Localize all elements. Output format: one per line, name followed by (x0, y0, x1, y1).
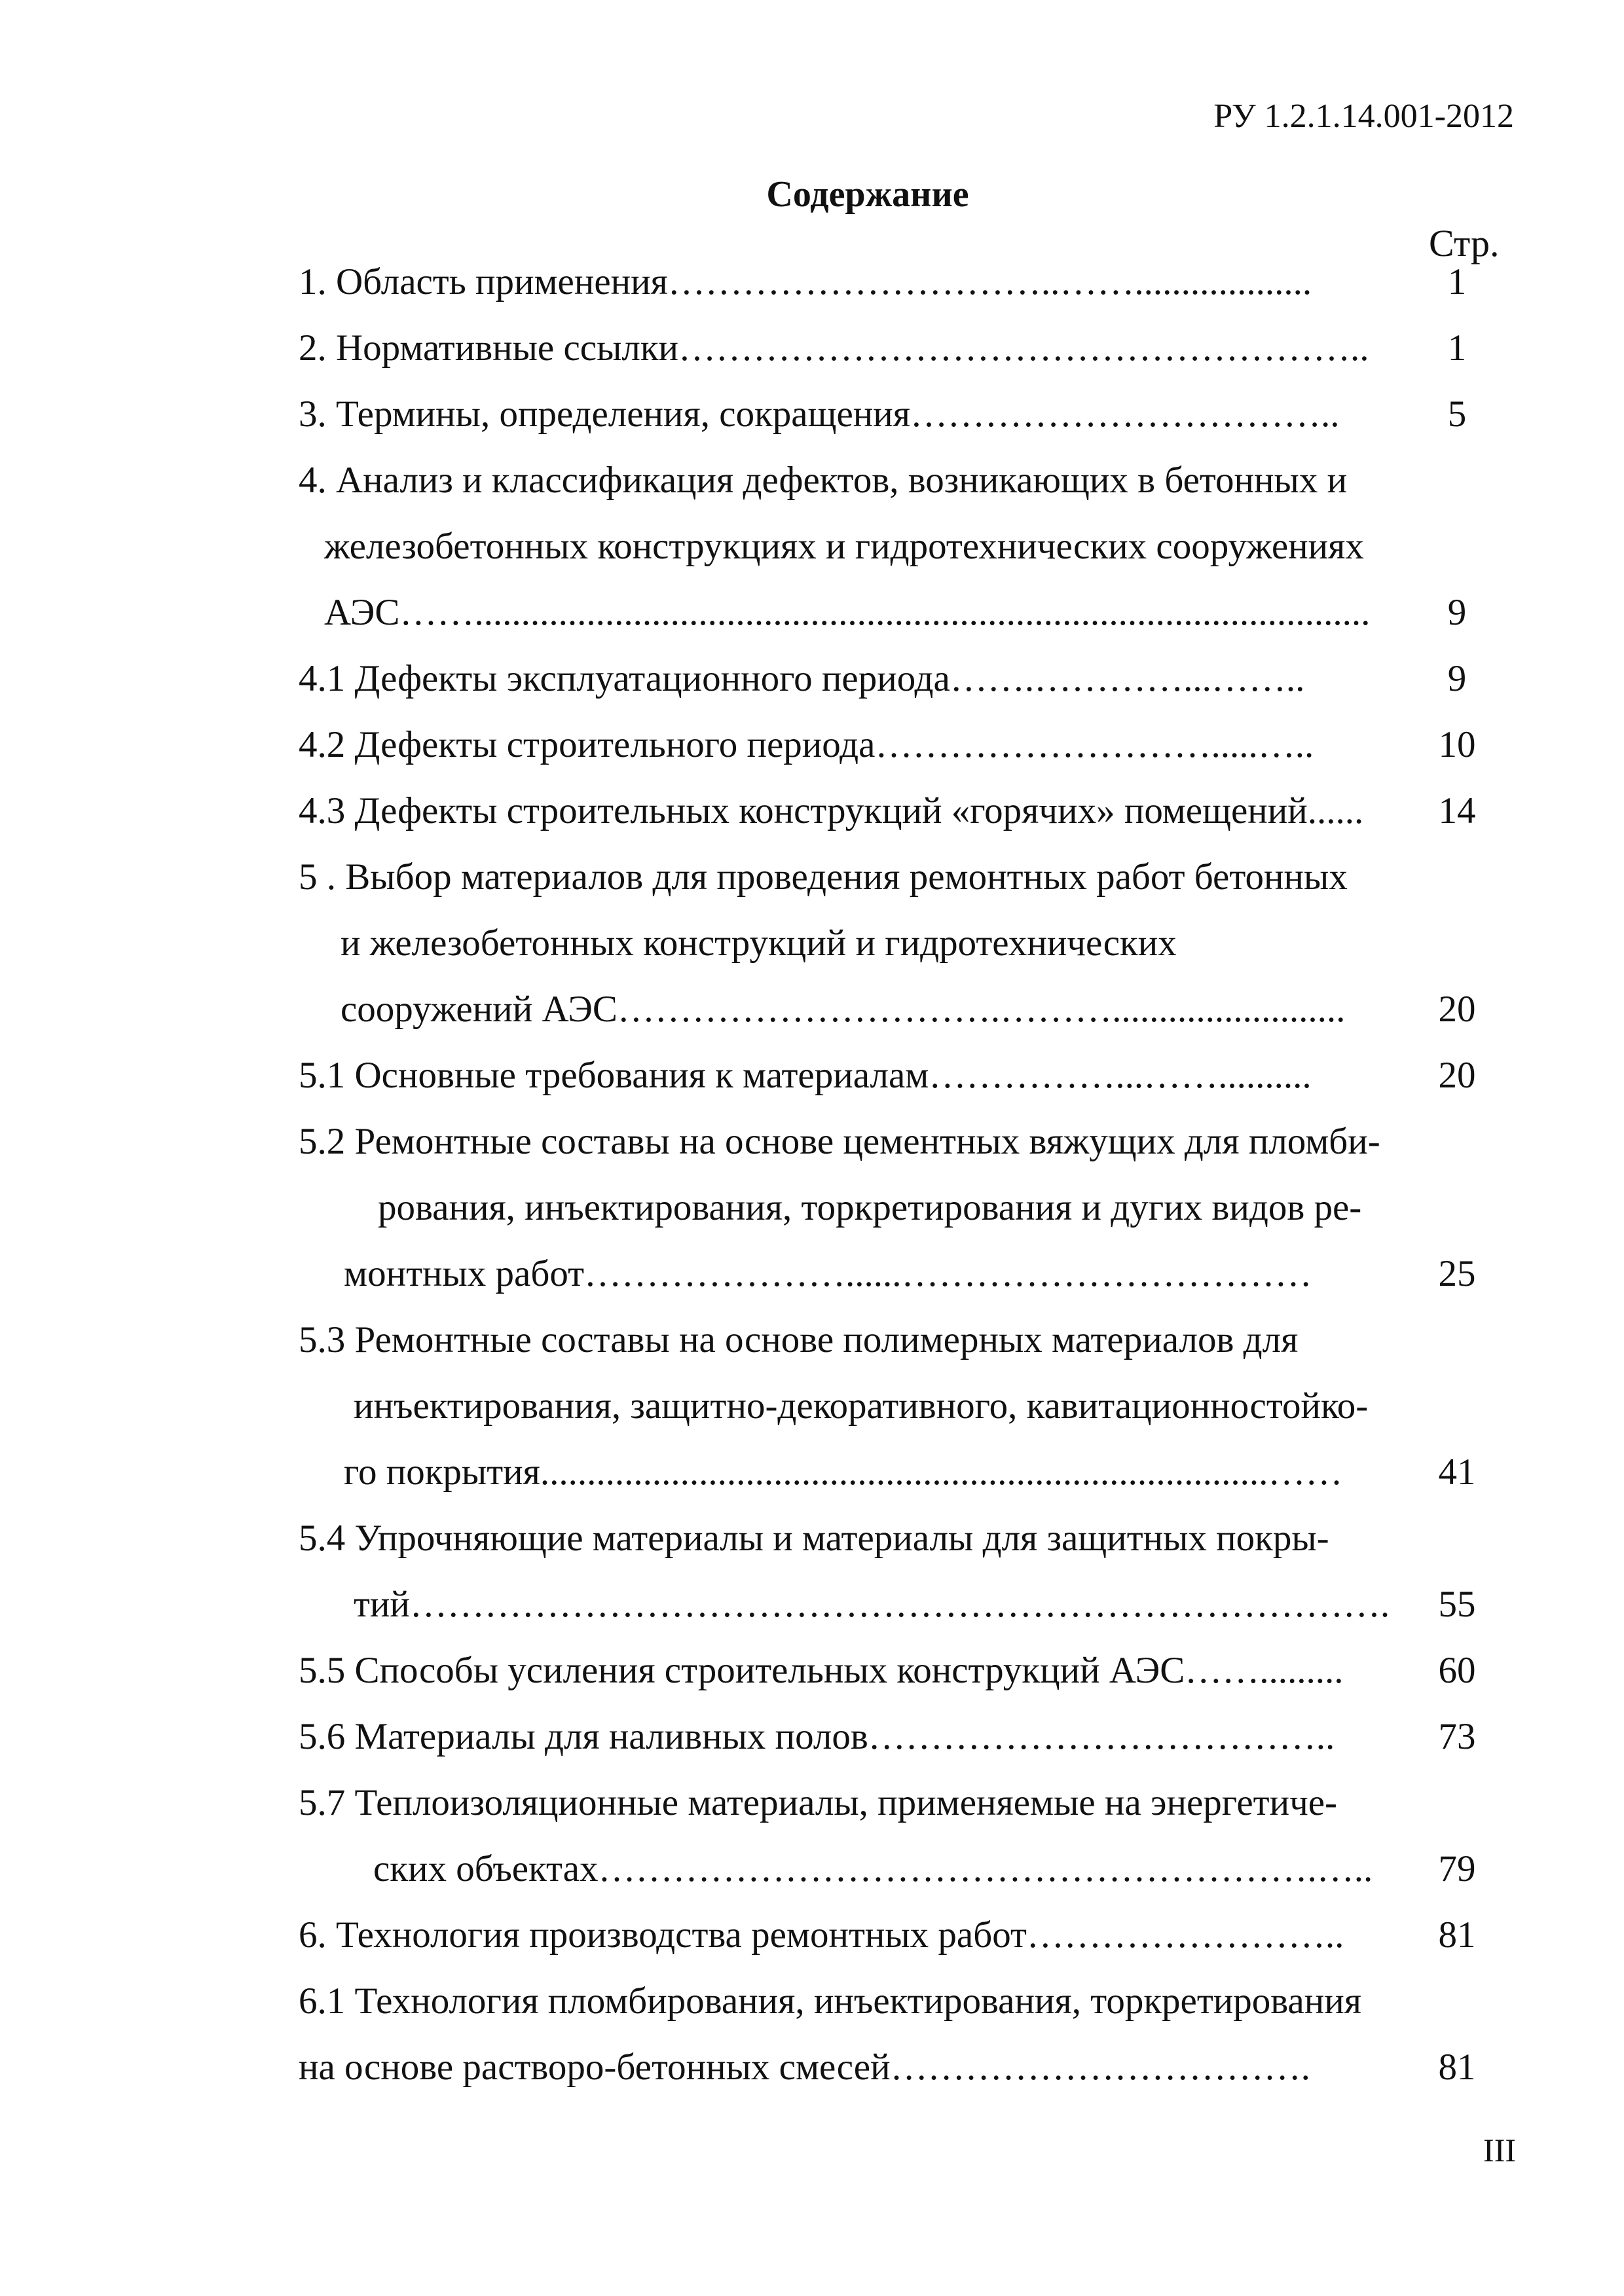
toc-page-number: 9 (1447, 592, 1467, 633)
toc-page-number: 20 (1438, 1055, 1476, 1096)
toc-line: го покрытия..............................................................................…… (344, 1451, 1343, 1493)
toc-line: 5.4 Упрочняющие материалы и материалы для защитных покры- (299, 1518, 1329, 1559)
toc-page-number: 14 (1438, 790, 1476, 831)
toc-line: 3. Термины, определения, сокращения…………………………….. (299, 393, 1340, 435)
toc-title: Содержание (766, 174, 969, 215)
toc-entry-4-1 (0, 646, 1624, 712)
toc-page-number: 55 (1438, 1584, 1476, 1625)
toc-entry-5-5 (0, 1637, 1624, 1704)
toc-line: рования, инъектирования, торкретирования и дугих видов ре- (378, 1187, 1362, 1228)
toc-entry-5-3 (0, 1307, 1624, 1505)
toc-line: ских объектах………………………………………………….….. (373, 1848, 1373, 1889)
toc-line: 5.5 Способы усиления строительных конструкций АЭС……......... (299, 1650, 1344, 1691)
toc-page-number: 60 (1438, 1650, 1476, 1691)
toc-entry-6-1 (0, 1968, 1624, 2100)
toc-page-number: 5 (1447, 393, 1467, 435)
toc-page-number: 41 (1438, 1451, 1476, 1493)
toc-page-number: 9 (1447, 658, 1467, 699)
toc-page-number: 73 (1438, 1716, 1476, 1757)
document-code: РУ 1.2.1.14.001-2012 (1213, 98, 1514, 135)
toc-line: 5.7 Теплоизоляционные материалы, применяемые на энергетиче- (299, 1782, 1338, 1823)
toc-entry-6 (0, 1902, 1624, 1968)
toc-line: сооружений АЭС………………………….………......................... (341, 989, 1346, 1030)
toc-entry-5-4 (0, 1505, 1624, 1637)
toc-line: 1. Область применения…………………………..……................... (299, 261, 1312, 302)
toc-entry-5 (0, 844, 1624, 1042)
toc-line: 6. Технология производства ремонтных работ…………………….. (299, 1914, 1344, 1956)
toc-line: на основе растворо-бетонных смесей……………………………. (299, 2047, 1310, 2088)
toc-page-number: 81 (1438, 1914, 1476, 1956)
toc-page-number: 20 (1438, 989, 1476, 1030)
toc-line: 5 . Выбор материалов для проведения ремонтных работ бетонных (299, 856, 1348, 898)
toc-line: и железобетонных конструкций и гидротехнических (341, 922, 1177, 964)
toc-line: 4.3 Дефекты строительных конструкций «горячих» помещений...... (299, 790, 1364, 831)
toc-page-number: 10 (1438, 724, 1476, 765)
toc-entry-3 (0, 381, 1624, 447)
toc-line: 5.2 Ремонтные составы на основе цементных вяжущих для пломби- (299, 1121, 1380, 1162)
toc-page-number: 1 (1447, 261, 1467, 302)
toc-entry-5-7 (0, 1770, 1624, 1902)
toc-page-number: 1 (1447, 327, 1467, 369)
toc-entry-4 (0, 447, 1624, 646)
toc-line: АЭС……................................................................................................ (324, 592, 1371, 633)
toc-entry-4-2 (0, 712, 1624, 778)
toc-line: 6.1 Технология пломбирования, инъектирования, торкретирования (299, 1980, 1361, 2022)
toc-page-number: 81 (1438, 2047, 1476, 2088)
toc-line: 5.3 Ремонтные составы на основе полимерных материалов для (299, 1319, 1299, 1360)
toc-line: 2. Нормативные ссылки……………………………………………….. (299, 327, 1369, 369)
toc-line: железобетонных конструкциях и гидротехнических сооружениях (324, 526, 1364, 567)
toc-line: 5.6 Материалы для наливных полов……………………………….. (299, 1716, 1335, 1757)
toc-entry-5-1 (0, 1042, 1624, 1108)
toc-entry-1 (0, 249, 1624, 315)
toc-entry-5-2 (0, 1108, 1624, 1307)
toc-line: инъектирования, защитно-декоративного, кавитационностойко- (354, 1385, 1369, 1427)
toc-page-number: 79 (1438, 1848, 1476, 1889)
toc-line: 4.1 Дефекты эксплуатационного периода…….…………...…….. (299, 658, 1305, 699)
toc-line: 4.2 Дефекты строительного периода……………………….....….. (299, 724, 1314, 765)
toc-line: монтных работ…………………......…………………………… (344, 1253, 1312, 1294)
toc-entry-4-3 (0, 778, 1624, 844)
page-column-label: Стр. (1429, 222, 1500, 264)
sheet-number: III (1483, 2132, 1516, 2168)
toc-page-number: 25 (1438, 1253, 1476, 1294)
table-of-contents (0, 249, 1624, 2100)
toc-entry-2 (0, 315, 1624, 381)
toc-entry-5-6 (0, 1704, 1624, 1770)
toc-line: тий……………………………………………………………………. (354, 1584, 1390, 1625)
toc-line: 4. Анализ и классификация дефектов, возникающих в бетонных и (299, 460, 1348, 501)
toc-line: 5.1 Основные требования к материалам……………...…….......... (299, 1055, 1312, 1096)
